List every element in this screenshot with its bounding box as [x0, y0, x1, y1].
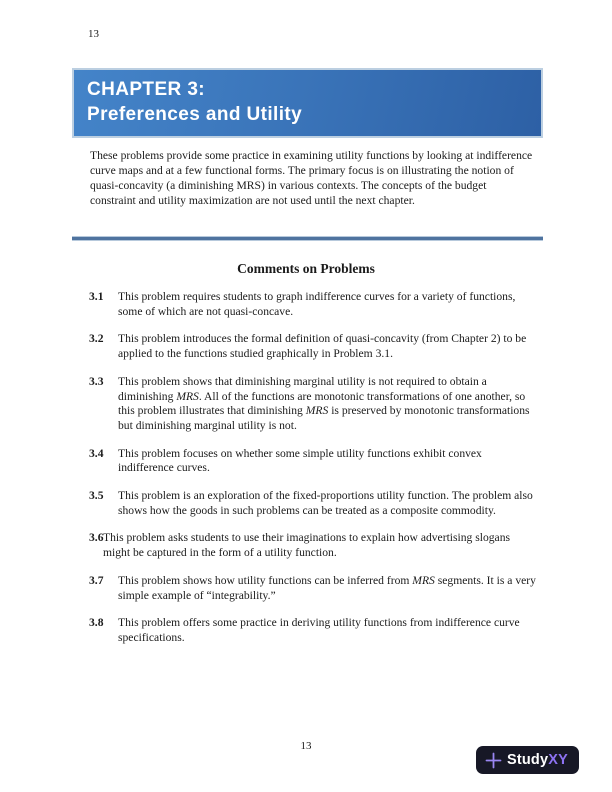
- comments-list: [72, 290, 543, 659]
- comment-text: This problem introduces the formal definition of quasi-concavity (from Chapter 2) to be applied to the functions studied graphically in Problem 3.1.: [118, 332, 527, 361]
- comment-number: 3.8: [89, 616, 104, 630]
- plus-icon: [485, 752, 502, 769]
- comment-item: [72, 447, 543, 476]
- comment-text: This problem shows that diminishing marginal utility is not required to obtain a diminishing MRS. All of the functions are monotonic transformations of one another, so this problem illustrates that diminishing MRS is preserved by monotonic transformations but diminishing marginal utility is not.: [118, 374, 530, 432]
- logo-text: [507, 752, 568, 768]
- comment-text: This problem asks students to use their imaginations to explain how advertising slogans might be captured in the form of a utility function.: [103, 531, 511, 560]
- comments-heading: Comments on Problems: [237, 261, 375, 276]
- comment-text: This problem requires students to graph indifference curves for a variety of functions, some of which are not quasi-concave.: [118, 290, 516, 318]
- comment-item: [72, 489, 543, 518]
- comment-number: 3.1: [89, 290, 104, 303]
- comment-item: [72, 616, 543, 645]
- chapter-number: CHAPTER 3:: [87, 79, 206, 100]
- comment-text: This problem shows how utility functions can be inferred from MRS segments. It is a very simple example of “integrability.”: [118, 573, 536, 602]
- comment-item: [72, 574, 543, 603]
- comment-item: [72, 531, 543, 560]
- comment-text: This problem is an exploration of the fixed-proportions utility function. The problem also shows how the goods in such problems can be treated as a composite commodity.: [118, 489, 533, 517]
- comment-item: [72, 375, 543, 434]
- logo-text-accent: XY: [548, 752, 568, 768]
- intro-paragraph: These problems provide some practice in examining utility functions by looking at indifference curve maps and at a few functional forms. The primary focus is on illustrating the notion of quasi-concavity (a diminishing MRS) in various contexts. The concepts of the budget constraint and utility maximization are not used until the next chapter.: [90, 149, 533, 207]
- comment-number: 3.7: [89, 573, 104, 587]
- page-number-top: 13: [88, 28, 99, 40]
- page-number-bottom: 13: [300, 740, 312, 752]
- comment-item: [72, 290, 543, 319]
- logo-text-main: Study: [506, 752, 549, 768]
- comment-text: This problem focuses on whether some simple utility functions exhibit convex indifference curves.: [118, 446, 482, 475]
- comment-number: 3.6: [89, 531, 104, 545]
- comment-item: [72, 332, 543, 361]
- comment-number: 3.3: [89, 374, 104, 388]
- studyxy-logo: [476, 746, 579, 774]
- chapter-title: Preferences and Utility: [87, 104, 303, 125]
- comment-number: 3.2: [89, 332, 104, 346]
- comment-text: This problem offers some practice in deriving utility functions from indifference curve specifications.: [118, 616, 520, 644]
- chapter-banner: [72, 68, 543, 138]
- comment-number: 3.4: [89, 446, 104, 460]
- section-divider: [72, 236, 543, 241]
- comment-number: 3.5: [89, 489, 104, 503]
